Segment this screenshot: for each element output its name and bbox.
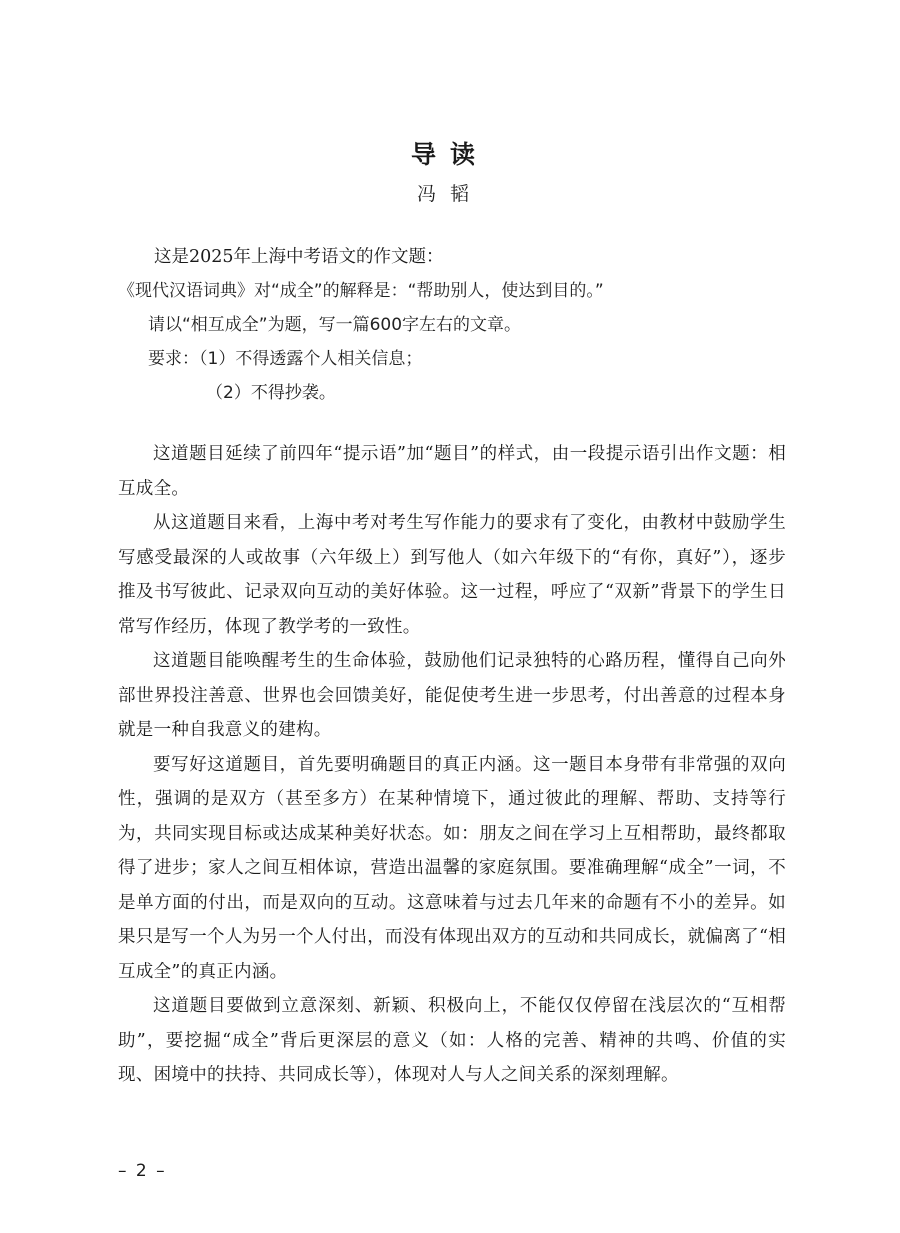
body-paragraph: 从这道题目来看，上海中考对考生写作能力的要求有了变化，由教材中鼓励学生写感受最深的人或故事（六年级上）到写他人（如六年级下的“有你，真好”），逐步推及书写彼此、记录双向互动的美好体验。这一过程，呼应了“双新”背景下的学生日常写作经历，体现了教学考的一致性。: [118, 513, 786, 637]
body-paragraph: 这道题目能唤醒考生的生命体验，鼓励他们记录独特的心路历程，懂得自己向外部世界投注善意、世界也会回馈美好，能促使考生进一步思考，付出善意的过程本身就是一种自我意义的建构。: [118, 651, 786, 740]
page-number: – 2 –: [118, 1161, 167, 1181]
prompt-requirement-1: 要求：（1）不得透露个人相关信息；: [148, 349, 423, 369]
body-paragraph: 这道题目延续了前四年“提示语”加“题目”的样式，由一段提示语引出作文题：相互成全。: [118, 444, 786, 499]
author-name: 冯韬: [416, 183, 483, 205]
essay-prompt-block: [118, 240, 798, 410]
prompt-task: 请以“相互成全”为题，写一篇600字左右的文章。: [148, 315, 522, 335]
prompt-intro: 这是2025年上海中考语文的作文题：: [154, 247, 444, 267]
body-paragraph: 要写好这道题目，首先要明确题目的真正内涵。这一题目本身带有非常强的双向性，强调的是双方（甚至多方）在某种情境下，通过彼此的理解、帮助、支持等行为，共同实现目标或达成某种美好状态。如：朋友之间在学习上互相帮助，最终都取得了进步；家人之间互相体谅，营造出温馨的家庭氛围。要准确理解“成全”一词，不是单方面的付出，而是双向的互动。这意味着与过去几年来的命题有不小的差异。如果只是写一个人为另一个人付出，而没有体现出双方的互动和共同成长，就偏离了“相互成全”的真正内涵。: [118, 754, 786, 982]
prompt-definition: 《现代汉语词典》对“成全”的解释是：“帮助别人，使达到目的。”: [118, 281, 604, 301]
body-paragraph: 这道题目要做到立意深刻、新颖、积极向上，不能仅仅停留在浅层次的“互相帮助”，要挖掘“成全”背后更深层的意义（如：人格的完善、精神的共鸣、价值的实现、困境中的扶持、共同成长等），体现对人与人之间关系的深刻理解。: [118, 996, 786, 1085]
prompt-requirement-2: （2）不得抄袭。: [206, 383, 336, 403]
article-body: [118, 437, 786, 1093]
page-title: 导读: [410, 140, 489, 169]
